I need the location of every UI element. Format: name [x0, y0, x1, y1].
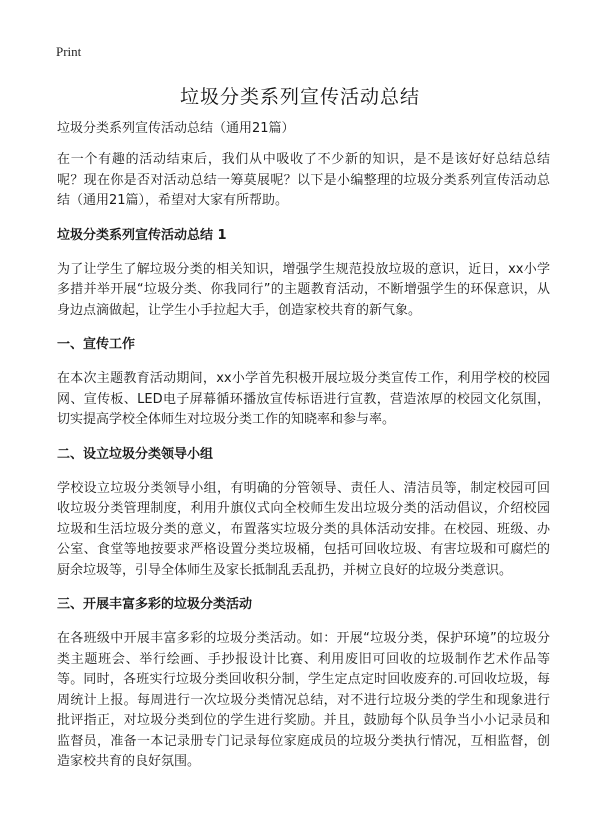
- article-intro-paragraph: 为了让学生了解垃圾分类的相关知识，增强学生规范投放垃圾的意识，近日，xx小学多措并举开展“垃圾分类、你我同行”的主题教育活动，不断增强学生的环保意识，从身边点滴做起，让学生小手拉起大手，创造家校共育的新气象。: [57, 261, 550, 318]
- section-heading-leadership-group: 二、设立垃圾分类领导小组: [57, 446, 214, 462]
- intro-paragraph: 在一个有趣的活动结束后，我们从中吸收了不少新的知识，是不是该好好总结总结呢？现在你是否对活动总结一筹莫展呢？以下是小编整理的垃圾分类系列宣传活动总结（通用21篇），希望对大家有所帮助。: [57, 152, 550, 208]
- article-heading: 垃圾分类系列宣传活动总结 1: [57, 227, 227, 243]
- print-link[interactable]: Print: [56, 44, 82, 59]
- section-heading-activities: 三、开展丰富多彩的垃圾分类活动: [57, 597, 253, 612]
- page-title: 垃圾分类系列宣传活动总结: [179, 86, 420, 108]
- section-body-publicity: 在本次主题教育活动期间，xx小学首先积极开展垃圾分类宣传工作，利用学校的校园网、宣传板、LED电子屏幕循环播放宣传标语进行宣教，营造浓厚的校园文化氛围，切实提高学校全体师生对垃圾分类工作的知晓率和参与率。: [57, 371, 550, 427]
- document-body: [57, 118, 550, 787]
- section-heading-publicity: 一、宣传工作: [57, 337, 136, 352]
- section-body-activities: 在各班级中开展丰富多彩的垃圾分类活动。如：开展“垃圾分类，保护环境”的垃圾分类主题班会、举行绘画、手抄报设计比赛、利用废旧可回收的垃圾制作艺术作品等等。同时，各班实行垃圾分类回收积分制，学生定点定时回收废弃的.可回收垃圾，每周统计上报。每周进行一次垃圾分类情况总结，对不进行垃圾分类的学生和现象进行批评指正，对垃圾分类到位的学生进行奖励。并且，鼓励每个队员争当小小记录员和监督员，准备一本记录册专门记录每位家庭成员的垃圾分类执行情况，互相监督，创造家校共育的良好氛围。: [57, 631, 550, 769]
- document-subtitle: 垃圾分类系列宣传活动总结（通用21篇）: [57, 121, 295, 136]
- section-body-leadership-group: 学校设立垃圾分类领导小组，有明确的分管领导、责任人、清洁员等，制定校园可回收垃圾分类管理制度，利用升旗仪式向全校师生发出垃圾分类的活动倡议，介绍校园垃圾和生活垃圾分类的意义，布置落实垃圾分类的具体活动安排。在校园、班级、办公室、食堂等地按要求严格设置分类垃圾桶，包括可回收垃圾、有害垃圾和可腐烂的厨余垃圾等，引导全体师生及家长抵制乱丢乱扔，并树立良好的垃圾分类意识。: [57, 480, 550, 578]
